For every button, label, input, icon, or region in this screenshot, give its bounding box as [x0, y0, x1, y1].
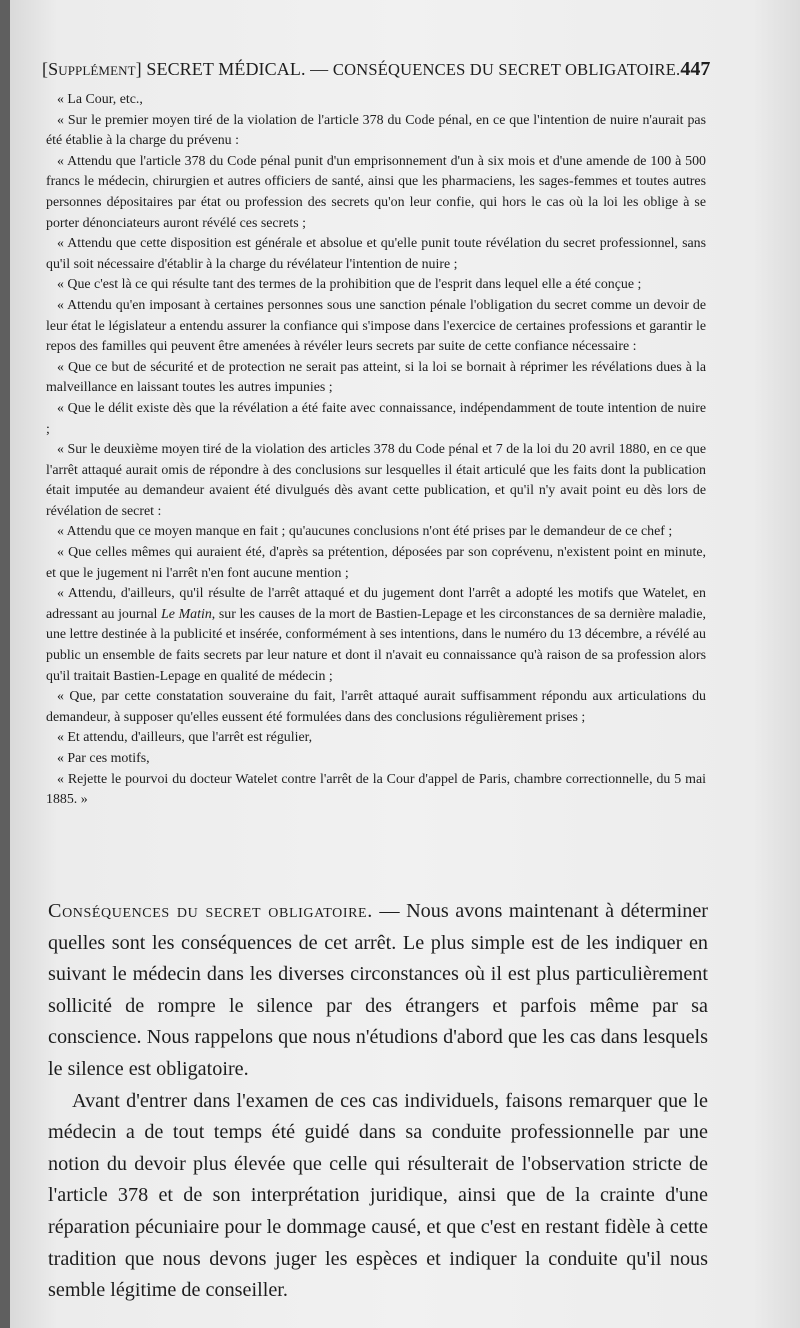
quote-paragraph: « Attendu qu'en imposant à certaines personnes sous une sanction pénale l'obligation du secret comme un devoir de leur état le législateur a entendu assurer la confiance qui s'impose dans l'exercice de certaines professions et garantir le repos des familles qui peuvent être amenées à révéler leurs secrets par suite de cette confiance nécessaire :	[46, 297, 706, 355]
quote-paragraph: « Attendu que cette disposition est générale et absolue et qu'elle punit toute révélation du secret professionnel, sans qu'il soit nécessaire d'établir à la charge du révélateur l'intention de nuire ;	[46, 236, 706, 272]
quote-paragraph: « Rejette le pourvoi du docteur Watelet contre l'arrêt de la Cour d'appel de Paris, chambre correctionnelle, du 5 mai 1885. »	[46, 771, 706, 808]
essay-paragraph	[48, 896, 708, 1086]
header-section: [Supplément]	[42, 59, 142, 79]
quote-paragraph: « Que ce but de sécurité et de protection ne serait pas atteint, si la loi se bornait à réprimer les révélations dues à la malveillance en laissant toutes les autres impunies ;	[46, 359, 706, 396]
quote-paragraph: « Et attendu, d'ailleurs, que l'arrêt est régulier,	[57, 730, 313, 746]
quote-paragraph: « Sur le premier moyen tiré de la violation de l'article 378 du Code pénal, en ce que l'intention de nuire n'aurait pas été établie à la charge du prévenu :	[46, 112, 706, 149]
quote-paragraph: « Que, par cette constatation souveraine du fait, l'arrêt attaqué aurait suffisamment répondu aux articulations du demandeur, à supposer qu'elles eussent été formulées dans des conclusions régulièrement prises ;	[46, 689, 706, 725]
heading-dash: —	[372, 900, 407, 922]
quote-paragraph: « Attendu que ce moyen manque en fait ; qu'aucunes conclusions n'ont été prises par le demandeur de ce chef ;	[57, 524, 673, 540]
header-title-group	[42, 59, 680, 80]
quote-text: , sur les causes de la mort de Bastien-Lepage et les circonstances de sa dernière maladie, une lettre destinée à la publicité et insérée, conformément à ses intentions, dans le numéro du 13 décembre, a révélé au public un ensemble de faits secrets par leur nature et dont il n'avait eu connaissance qu'à raison de sa profession alors qu'il traitait Bastien-Lepage en qualité de médecin ;	[46, 606, 707, 684]
quote-paragraph: « Sur le deuxième moyen tiré de la violation des articles 378 du Code pénal et 7 de la loi du 20 avril 1880, en ce que l'arrêt attaqué aurait omis de répondre à des conclusions sur lesquelles il était articulé que les faits dont la publication était imputée au demandeur avaient été divulgués dès avant cette publication, et qu'il n'y avait point eu dès lors de révélation de secret :	[46, 442, 706, 519]
header-subtitle: CONSÉQUENCES DU SECRET OBLIGATOIRE.	[332, 60, 681, 79]
quote-text: « Attendu, d'ailleurs, qu'il résulte de l'arrêt attaqué et du jugement dont l'arrêt a adopté les motifs que Watelet, en adressant au journal	[46, 586, 706, 622]
running-header	[42, 58, 711, 81]
essay-text: Nous avons maintenant à déterminer quelles sont les conséquences de cet arrêt. Le plus simple est de les indiquer en suivant le médecin dans les diverses circonstances où il est plus particulièrement sollicité de rompre le silence par des étrangers et parfois même par sa conscience. Nous rappelons que nous n'étudions d'abord que les cas dans lesquels le silence est obligatoire.	[48, 900, 709, 1080]
section-heading: Conséquences du secret obligatoire.	[48, 900, 373, 922]
header-title: SECRET MÉDICAL.	[146, 59, 306, 79]
book-page	[10, 0, 800, 1328]
quote-paragraph: « Que le délit existe dès que la révélation a été faite avec connaissance, indépendamment de toute intention de nuire ;	[46, 400, 706, 437]
essay-section	[48, 896, 708, 1307]
essay-paragraph: Avant d'entrer dans l'examen de ces cas individuels, faisons remarquer que le médecin a de tout temps été guidé dans sa conduite professionnelle par une notion du devoir plus élevée que celle qui résulterait de l'observation stricte de l'article 378 et de son interprétation juridique, ainsi que de la crainte d'une réparation pécuniaire pour le dommage causé, et que c'est en restant fidèle à cette tradition que nous devons juger les espèces et indiquer la conduite qu'il nous semble légitime de conseiller.	[48, 1089, 708, 1302]
page-number: 447	[680, 58, 711, 80]
quote-paragraph	[46, 584, 706, 687]
quote-paragraph: « La Cour, etc.,	[57, 92, 143, 107]
header-dash: —	[310, 59, 329, 79]
court-ruling-quote	[46, 90, 706, 811]
newspaper-name: Le Matin	[161, 606, 212, 622]
quote-paragraph: « Attendu que l'article 378 du Code pénal punit d'un emprisonnement d'un à six mois et d'une amende de 100 à 500 francs le médecin, chirurgien et autres officiers de santé, ainsi que les pharmaciens, les sages-femmes et toutes autres personnes dépositaires par état ou profession des secrets qu'on leur confie, qui hors le cas où la loi les oblige à se porter dénonciateurs auront révélé ces secrets ;	[46, 153, 706, 231]
quote-paragraph: « Par ces motifs,	[57, 751, 150, 766]
quote-paragraph: « Que c'est là ce qui résulte tant des termes de la prohibition que de l'esprit dans lequel elle a été conçue ;	[57, 277, 642, 293]
quote-paragraph: « Que celles mêmes qui auraient été, d'après sa prétention, déposées par son coprévenu, n'existent point en minute, et que le jugement ni l'arrêt n'en font aucune mention ;	[46, 545, 706, 581]
